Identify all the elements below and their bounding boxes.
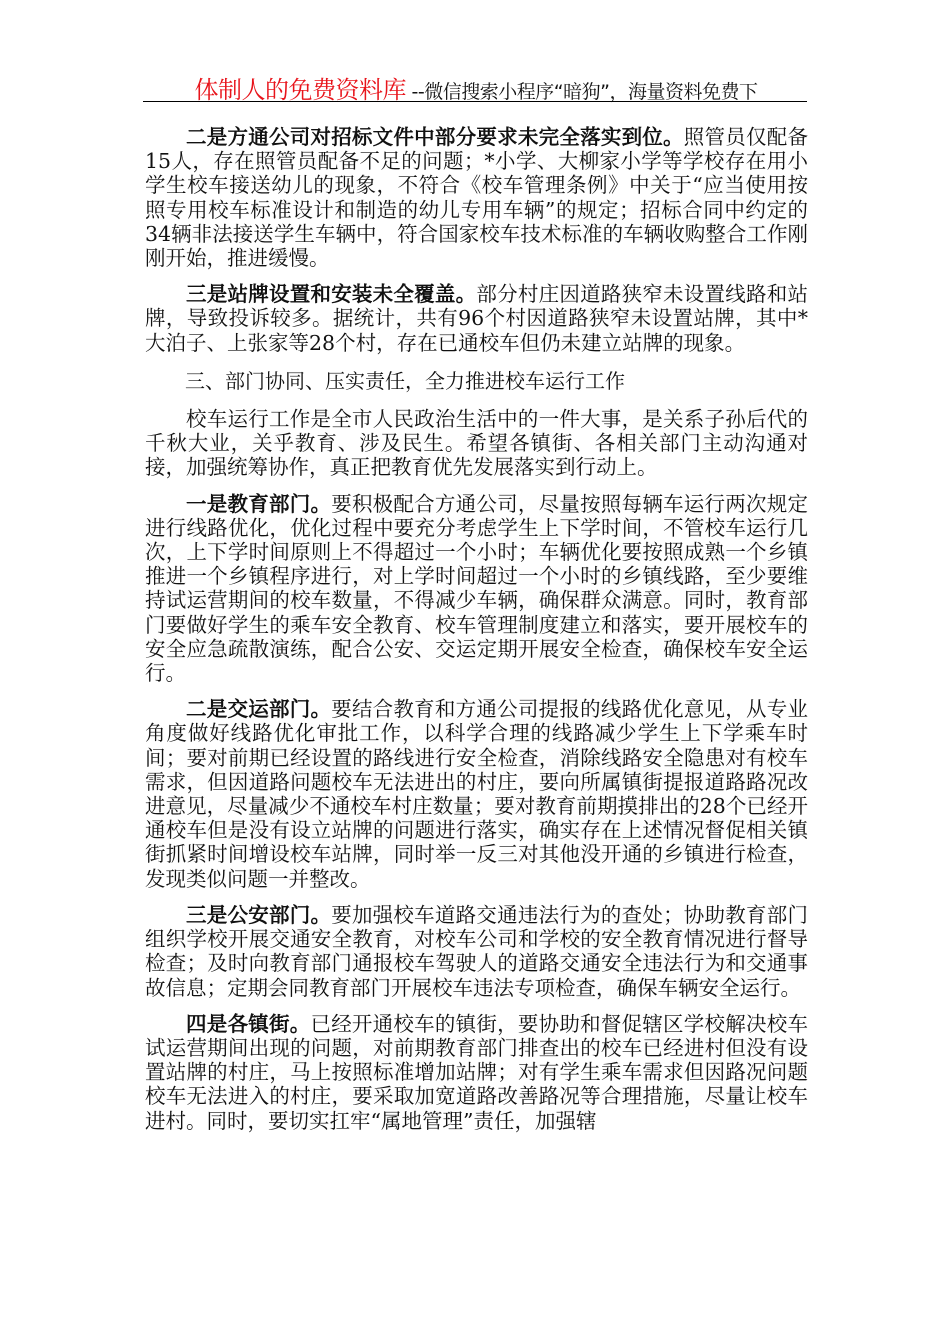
document-body [145, 125, 808, 1145]
paragraph-towns [145, 1012, 808, 1133]
paragraph-police-dept [145, 903, 808, 1000]
header-divider [143, 101, 807, 102]
paragraph-text: 照管员仅配备15人，存在照管员配备不足的问题；*小学、大柳家小学等学校存在用小学生校车接送幼儿的现象，不符合《校车管理条例》中关于“应当使用按照专用校车标准设计和制造的幼儿专用车辆”的规定；招标合同中约定的34辆非法接送学生车辆中，符合国家校车技术标准的车辆收购整合工作刚刚开始，推进缓慢。 [145, 125, 809, 271]
header-tagline: --微信搜索小程序“暗狗”，海量资料免费下 [406, 81, 758, 103]
paragraph-company-requirements [145, 125, 808, 270]
paragraph-text: 要加强校车道路交通违法行为的查处；协助教育部门组织学校开展交通安全教育，对校车公司和学校的安全教育情况进行督导检查；及时向教育部门通报校车驾驶人的道路交通安全违法行为和交通事故信息；定期会同教育部门开展校车违法专项检查，确保车辆安全运行。 [145, 902, 809, 1000]
paragraph-lead: 三是公安部门。 [186, 902, 332, 927]
paragraph-transport-dept [145, 697, 808, 891]
section-heading: 三、部门协同、压实责任，全力推进校车运行工作 [185, 368, 625, 393]
paragraph-lead: 二是方通公司对招标文件中部分要求未完全落实到位。 [186, 125, 684, 149]
paragraph-text: 已经开通校车的镇街，要协助和督促辖区学校解决校车试运营期间出现的问题，对前期教育部门排查出的校车已经进村但没有设置站牌的村庄，马上按照标准增加站牌；对有学生乘车需求但因路况问题校车无法进入的村庄，要采取加宽道路改善路况等合理措施，尽量让校车进村。同时，要切实扛牢“属地管理”责任，加强辖 [145, 1011, 809, 1133]
header-brand: 体制人的免费资料库 [194, 76, 407, 104]
paragraph-lead: 一是教育部门。 [186, 491, 332, 516]
paragraph-lead: 三是站牌设置和安装未全覆盖。 [186, 282, 477, 307]
paragraph-lead: 二是交运部门。 [186, 697, 332, 722]
paragraph-station-signs [145, 282, 808, 355]
paragraph-text: 部分村庄因道路狭窄未设置线路和站牌，导致投诉较多。据统计，共有96个村因道路狭窄未设置站牌，其中*大泊子、上张家等28个村，存在已通校车但仍未建立站牌的现象。 [145, 282, 809, 355]
paragraph-text: 要结合教育和方通公司提报的线路优化意见，从专业角度做好线路优化审批工作，以科学合理的线路减少学生上下学乘车时间；要对前期已经设置的路线进行安全检查，消除线路安全隐患对有校车需求，但因道路问题校车无法进出的村庄，要向所属镇街提报道路路况改进意见，尽量减少不通校车村庄数量；要对教育前期摸排出的28个已经开通校车但是没有设立站牌的问题进行落实，确实存在上述情况督促相关镇街抓紧时间增设校车站牌，同时举一反三对其他没开通的乡镇进行检查，发现类似问题一并整改。 [145, 697, 809, 891]
paragraph-intro: 校车运行工作是全市人民政治生活中的一件大事，是关系子孙后代的千秋大业，关乎教育、涉及民生。希望各镇街、各相关部门主动沟通对接，加强统筹协作，真正把教育优先发展落实到行动上。 [145, 407, 808, 480]
paragraph-lead: 四是各镇街。 [186, 1011, 311, 1036]
page-header [145, 70, 807, 102]
paragraph-education-dept [145, 492, 808, 686]
paragraph-text: 要积极配合方通公司，尽量按照每辆车运行两次规定进行线路优化，优化过程中要充分考虑学生上下学时间，不管校车运行几次，上下学时间原则上不得超过一个小时；车辆优化要按照成熟一个乡镇推进一个乡镇程序进行，对上学时间超过一个小时的乡镇线路，至少要维持试运营期间的校车数量，不得减少车辆，确保群众满意。同时，教育部门要做好学生的乘车安全教育、校车管理制度建立和落实，要开展校车的安全应急疏散演练，配合公安、交运定期开展安全检查，确保校车安全运行。 [145, 491, 809, 686]
